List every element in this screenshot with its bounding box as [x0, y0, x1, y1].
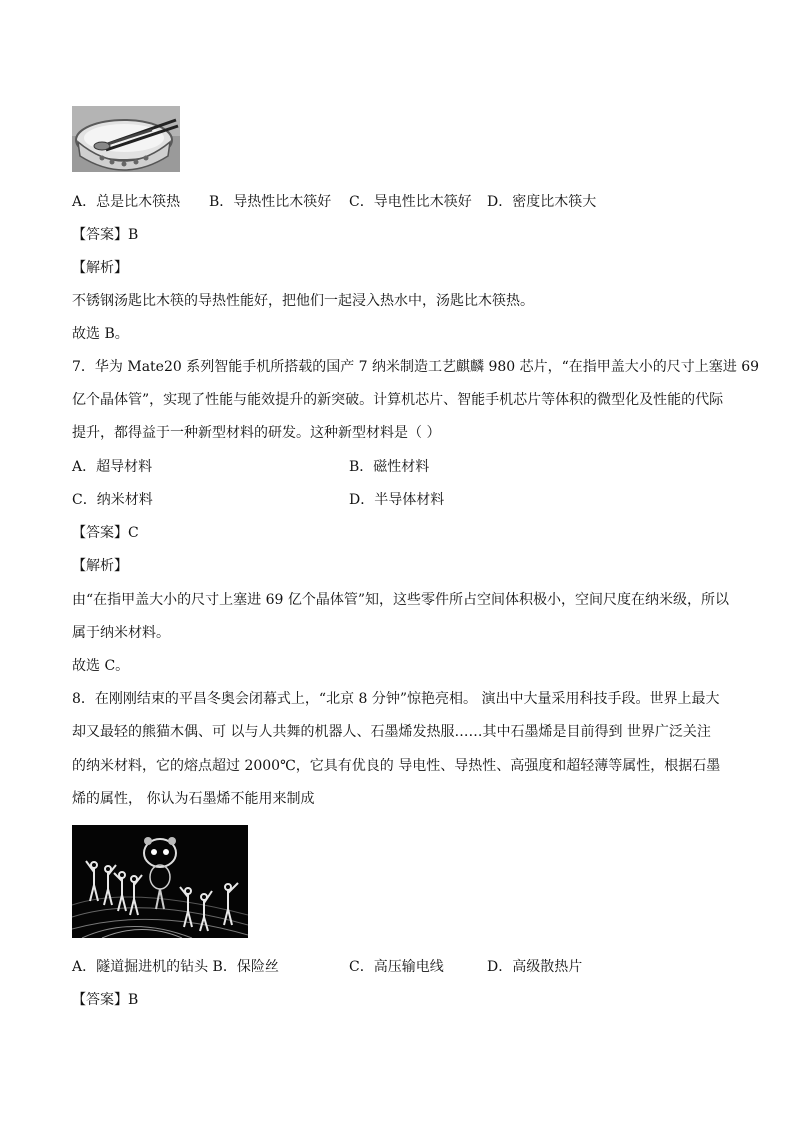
q7-answer: 【答案】C [72, 525, 139, 541]
q8-stem-line-1: 8．在刚刚结束的平昌冬奥会闭幕式上，“北京 8 分钟”惊艳亮相。 演出中大量采用科技手段。世界上最大 [72, 691, 720, 707]
q6-option-d: D．密度比木筷大 [487, 194, 597, 210]
q8-option-ab: A．隧道掘进机的钻头 B．保险丝 [72, 959, 279, 975]
q7-conclusion: 故选 C。 [72, 658, 130, 674]
q7-option-d: D．半导体材料 [349, 492, 445, 508]
q7-analysis-heading: 【解析】 [72, 558, 128, 574]
q7-option-c: C．纳米材料 [72, 492, 153, 508]
q7-option-a: A．超导材料 [72, 459, 153, 475]
q7-analysis-line-2: 属于纳米材料。 [72, 625, 170, 641]
q7-stem-line-1: 7．华为 Mate20 系列智能手机所搭载的国产 7 纳米制造工艺麒麟 980 芯片，“在指甲盖大小的尺寸上塞进 69 [72, 359, 760, 375]
q6-analysis-text: 不锈钢汤匙比木筷的导热性能好，把他们一起浸入热水中，汤匙比木筷热。 [72, 293, 534, 309]
bowl-spoon-chopsticks-image [72, 106, 180, 172]
q6-option-b: B．导热性比木筷好 [209, 194, 332, 210]
q6-analysis-heading: 【解析】 [72, 260, 128, 276]
q8-stem-line-2: 却又最轻的熊猫木偶、可 以与人共舞的机器人、石墨烯发热服……其中石墨烯是目前得到 世界广泛关注 [72, 724, 711, 740]
q6-option-a: A．总是比木筷热 [72, 194, 181, 210]
q6-conclusion: 故选 B。 [72, 326, 129, 342]
beijing-8-minutes-performance-image [72, 825, 248, 938]
q8-stem-line-3: 的纳米材料，它的熔点超过 2000℃，它具有优良的 导电性、导热性、高强度和超轻薄等属性，根据石墨 [72, 758, 721, 774]
q7-option-b: B．磁性材料 [349, 459, 430, 475]
q8-option-c: C．高压输电线 [349, 959, 444, 975]
q8-option-d: D．高级散热片 [487, 959, 583, 975]
q8-answer: 【答案】B [72, 992, 139, 1008]
q6-option-c: C．导电性比木筷好 [349, 194, 472, 210]
q8-stem-line-4: 烯的属性， 你认为石墨烯不能用来制成 [72, 791, 315, 807]
q7-stem-line-3: 提升，都得益于一种新型材料的研发。这种新型材料是（ ） [72, 425, 441, 441]
q6-answer: 【答案】B [72, 227, 139, 243]
q7-analysis-line-1: 由“在指甲盖大小的尺寸上塞进 69 亿个晶体管”知，这些零件所占空间体积极小，空间尺度在纳米级，所以 [72, 592, 730, 608]
q7-stem-line-2: 亿个晶体管”，实现了性能与能效提升的新突破。计算机芯片、智能手机芯片等体积的微型化及性能的代际 [72, 392, 724, 408]
